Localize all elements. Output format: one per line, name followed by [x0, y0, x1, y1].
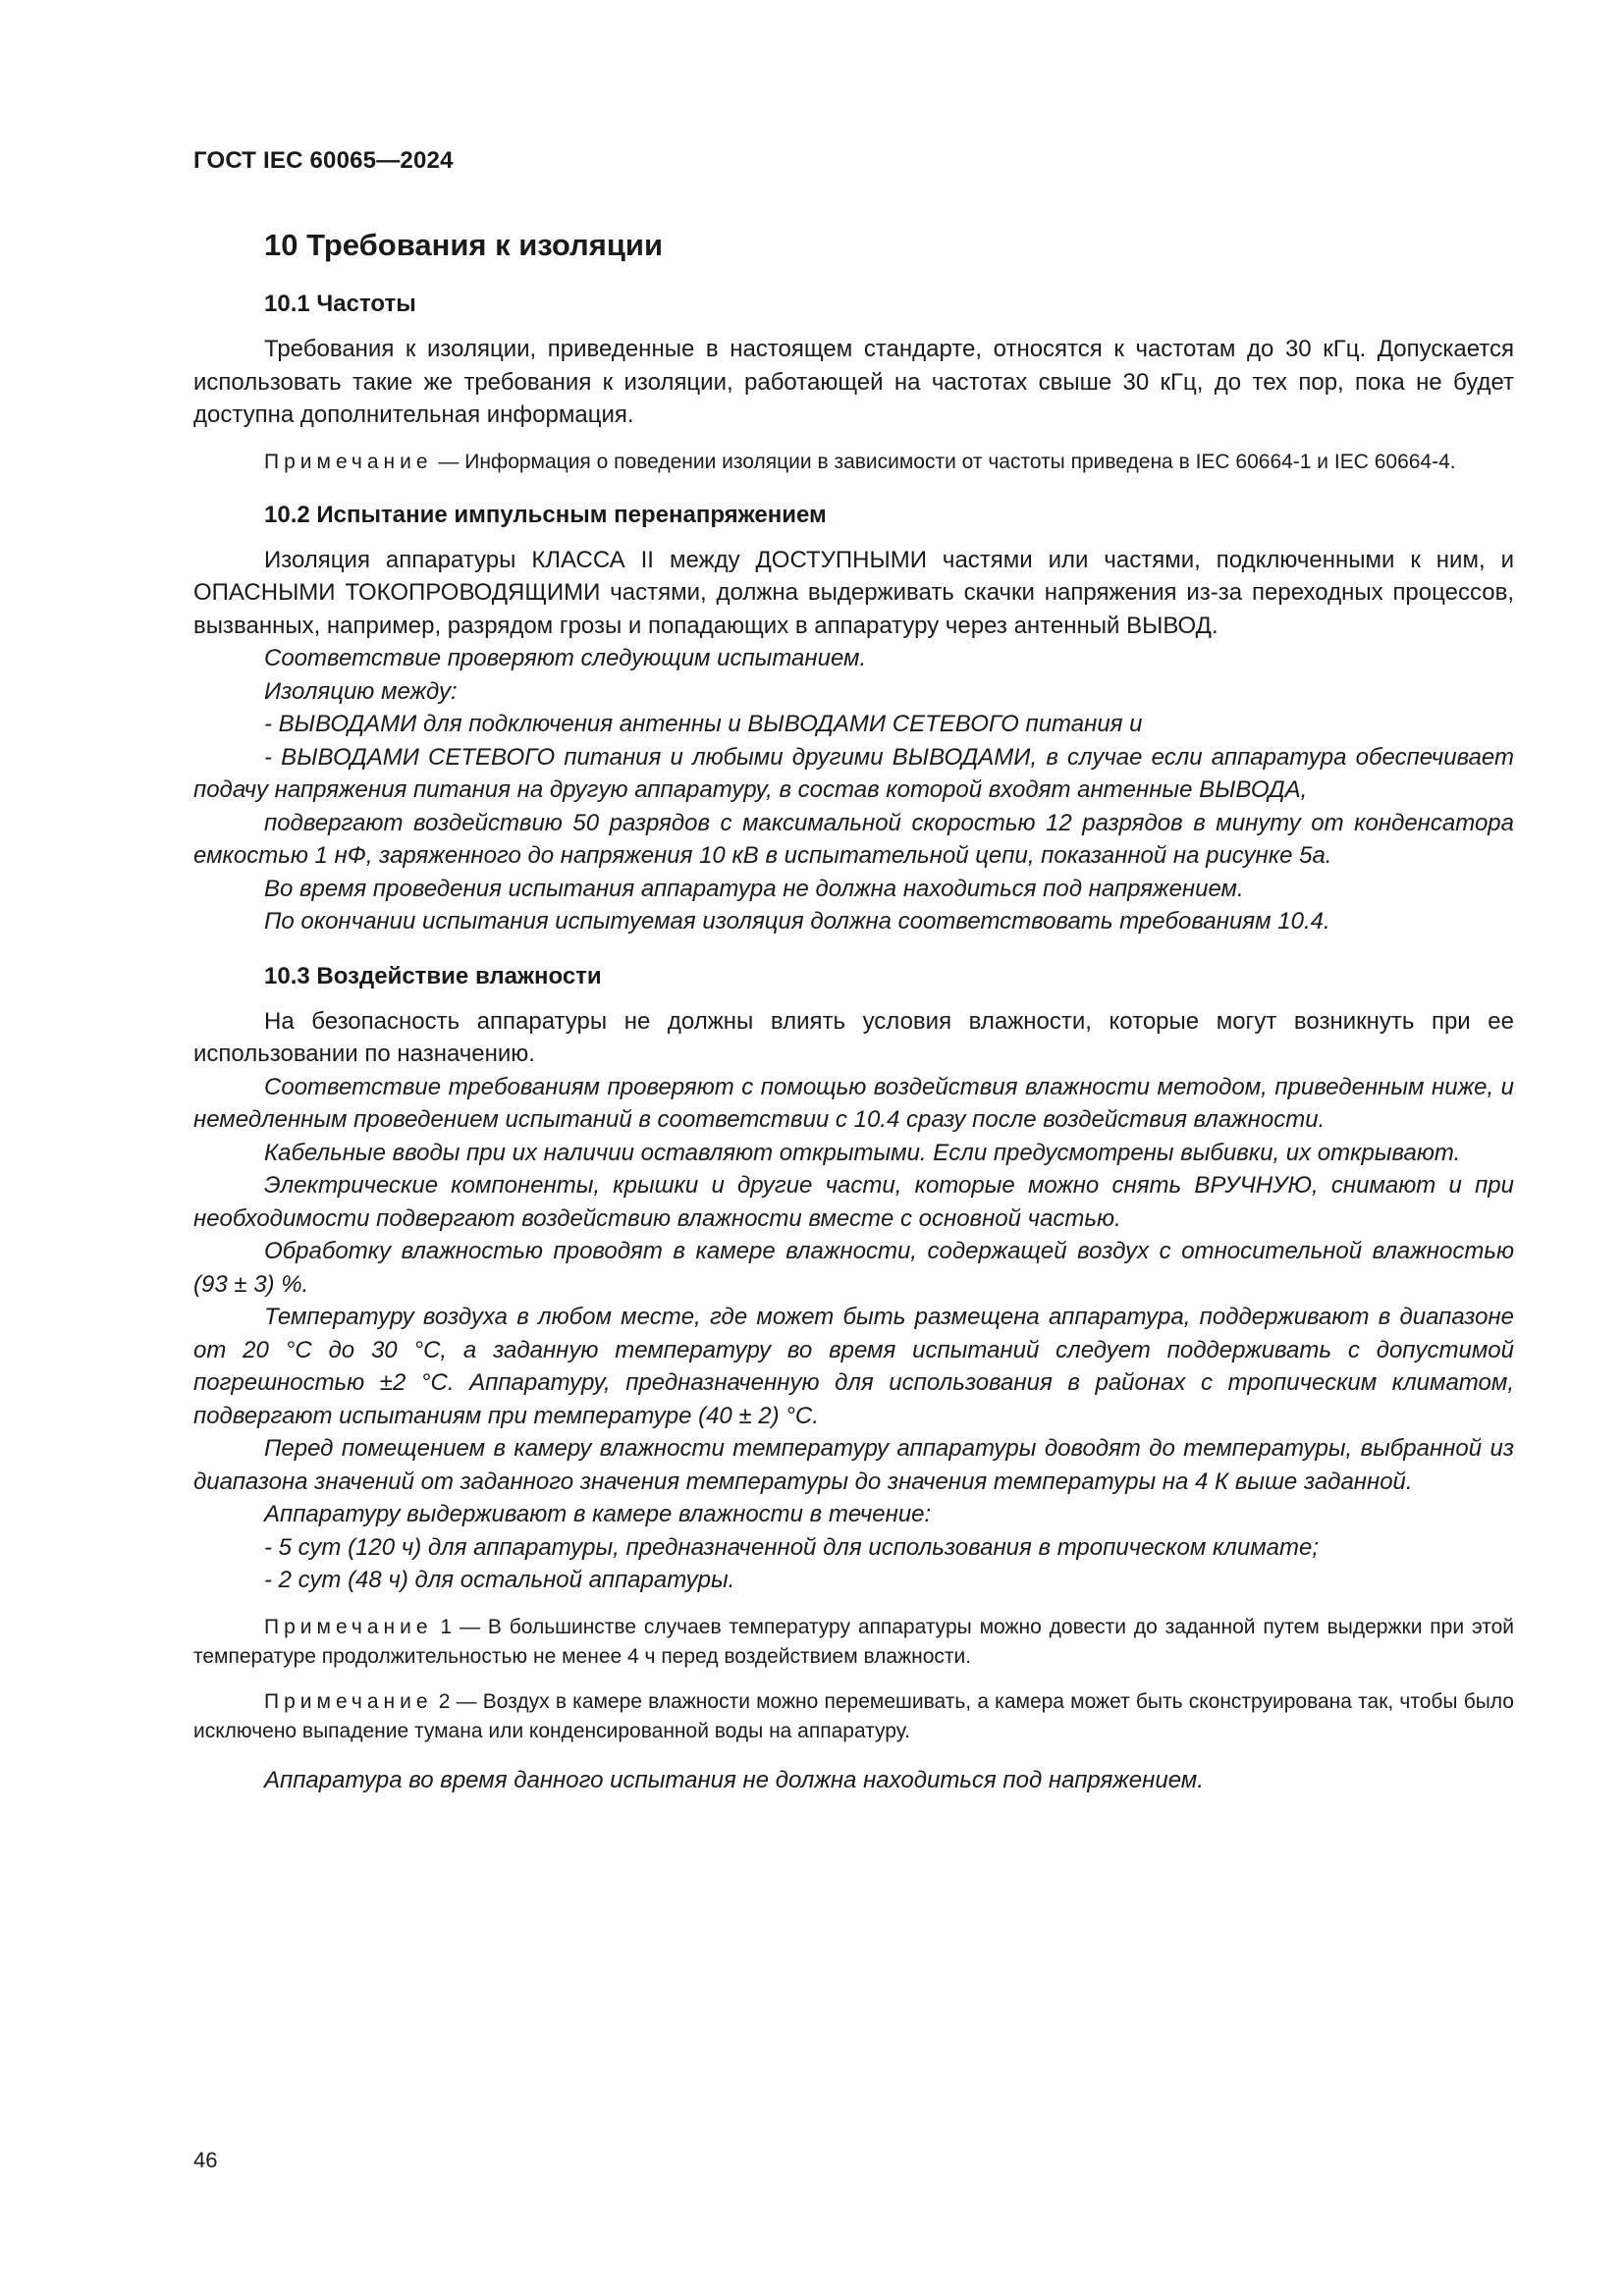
list-item: - ВЫВОДАМИ для подключения антенны и ВЫВОДАМИ СЕТЕВОГО питания и [264, 711, 1143, 737]
paragraph: Электрические компоненты, крышки и другие части, которые можно снять ВРУЧНУЮ, снимают и при необходимости подвергают воздействию влажности вместе с основной частью. [193, 1172, 1514, 1232]
paragraph: Кабельные вводы при их наличии оставляют открытыми. Если предусмотрены выбивки, их открывают. [264, 1139, 1461, 1166]
note-label: Примечание [264, 1689, 433, 1713]
section-10-2-title: 10.2 Испытание импульсным перенапряжением [264, 501, 827, 528]
note [193, 448, 1514, 477]
section-10-title: 10 Требования к изоляции [264, 228, 664, 262]
paragraph: По окончании испытания испытуемая изоляция должна соответствовать требованиям 10.4. [264, 908, 1330, 934]
note-text: 1 — В большинстве случаев температуру аппаратуры можно довести до заданной путем выдержки при этой температуре продолжительностью не менее 4 ч перед воздействием влажности. [193, 1615, 1514, 1668]
list-item: - 2 сут (48 ч) для остальной аппаратуры. [264, 1567, 735, 1593]
paragraph: подвергают воздействию 50 разрядов с максимальной скоростью 12 разрядов в минуту от конденсатора емкостью 1 нФ, заряженного до напряжения 10 кВ в испытательной цепи, показанной на рисунке 5а. [193, 809, 1514, 869]
paragraph: Аппаратура во время данного испытания не должна находиться под напряжением. [264, 1766, 1204, 1793]
note [193, 1613, 1514, 1672]
paragraph: Соответствие требованиям проверяют с помощью воздействия влажности методом, приведенным ниже, и немедленным проведением испытаний в соответствии с 10.4 сразу после воздействия влажности. [193, 1073, 1514, 1133]
paragraph: Изоляция аппаратуры КЛАССА II между ДОСТУПНЫМИ частями или частями, подключенными к ним, и ОПАСНЫМИ ТОКОПРОВОДЯЩИМИ частями, должна выдерживать скачки напряжения из-за переходных процессов, вызванных, например, разрядом грозы и попадающих в аппаратуру через антенный ВЫВОД. [193, 546, 1514, 639]
document-code-header: ГОСТ IEC 60065—2024 [193, 147, 454, 174]
note-label: Примечание [264, 1615, 433, 1638]
paragraph: Изоляцию между: [264, 677, 458, 705]
section-10-3-title: 10.3 Воздействие влажности [264, 962, 602, 989]
paragraph: Перед помещением в камеру влажности температуру аппаратуры доводят до температуры, выбранной из диапазона значений от заданного значения температуры до значения температуры на 4 К выше заданной. [193, 1435, 1514, 1495]
page-number: 46 [193, 2148, 218, 2172]
note-text: — Информация о поведении изоляции в зависимости от частоты приведена в IEC 60664-1 и IEC 60664-4. [432, 450, 1456, 473]
paragraph: Соответствие проверяют следующим испытанием. [264, 645, 867, 671]
paragraph: Во время проведения испытания аппаратура не должна находиться под напряжением. [264, 875, 1244, 902]
paragraph: Температуру воздуха в любом месте, где может быть размещена аппаратура, поддерживают в диапазоне от 20 °С до 30 °С, а заданную температуру во время испытаний следует поддерживать с допустимой погрешностью ±2 °С. Аппаратуру, предназначенную для использования в районах с тропическим климатом, подвергают испытаниям при температуре (40 ± 2) °С. [193, 1304, 1514, 1429]
paragraph: Обработку влажностью проводят в камере влажности, содержащей воздух с относительной влажностью (93 ± 3) %. [193, 1238, 1514, 1298]
paragraph: Аппаратуру выдерживают в камере влажности в течение: [264, 1501, 932, 1527]
list-item: - 5 сут (120 ч) для аппаратуры, предназначенной для использования в тропическом климате; [264, 1533, 1319, 1561]
page-content [193, 221, 1514, 1796]
list-item: - ВЫВОДАМИ СЕТЕВОГО питания и любыми другими ВЫВОДАМИ, в случае если аппаратура обеспечивает подачу напряжения питания на другую аппаратуру, в состав которой входят антенные ВЫВОДА, [193, 743, 1514, 803]
paragraph: На безопасность аппаратуры не должны влиять условия влажности, которые могут возникнуть при ее использовании по назначению. [193, 1007, 1514, 1067]
paragraph: Требования к изоляции, приведенные в настоящем стандарте, относятся к частотам до 30 кГц. Допускается использовать такие же требования к изоляции, работающей на частотах свыше 30 кГц, до тех пор, пока не будет доступна дополнительная информация. [193, 336, 1514, 428]
section-10-1-title: 10.1 Частоты [264, 291, 416, 317]
note-text: 2 — Воздух в камере влажности можно перемешивать, а камера может быть сконструирована так, чтобы было исключено выпадение тумана или конденсированной воды на аппаратуру. [193, 1689, 1514, 1742]
note [193, 1687, 1514, 1746]
note-label: Примечание [264, 450, 433, 473]
